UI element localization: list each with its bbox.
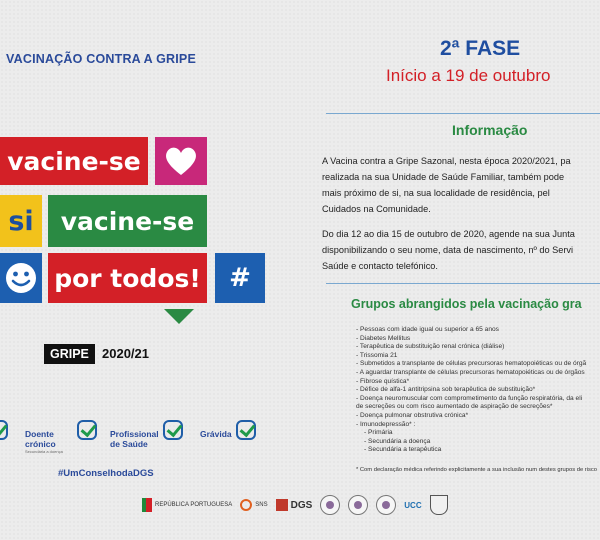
list-subitem: - Secundária a doença: [364, 437, 431, 445]
info-paragraph-1: [322, 153, 600, 217]
phase-title: 2ª FASE: [440, 37, 521, 60]
dgs-icon: [276, 499, 288, 511]
info-title: Informação: [452, 122, 528, 138]
sns-text: SNS: [255, 502, 268, 508]
paragraph-line: Saúde e contacto telefónico.: [322, 261, 438, 271]
paragraph-line: A Vacina contra a Gripe Sazonal, nesta época 2020/2021, pa: [322, 156, 571, 166]
start-date: Início a 19 de outubro: [386, 66, 551, 85]
ucc-text: UCC: [404, 500, 422, 510]
gripe-badge: GRIPE: [44, 344, 95, 364]
list-item: - Pessoas com idade igual ou superior a 65 anos: [356, 326, 499, 333]
campaign-title: VACINAÇÃO CONTRA A GRIPE: [6, 52, 196, 66]
por-todos-tile: por todos!: [48, 253, 207, 303]
hash-tile: #: [215, 253, 265, 303]
list-item: - Défice de alfa-1 antitripsina sob terapêutica de substituição*: [356, 386, 536, 394]
risk-item-pregnant: [200, 420, 256, 440]
paragraph-line: disponibilizando o seu nome, data de nascimento, nº do Servi: [322, 245, 574, 255]
list-subitem: - Primária: [364, 429, 393, 437]
paragraph-line: Cuidados na Comunidade.: [322, 204, 431, 214]
risk-item-chronic: [0, 420, 8, 440]
seal-icon: [376, 495, 396, 515]
list-item: - Trissomia 21: [356, 351, 398, 359]
seal-icon: [348, 495, 368, 515]
risk-item-chronic-label: [25, 420, 97, 454]
si-tile: si: [0, 195, 42, 247]
ucc-logo: [404, 501, 421, 510]
divider: [326, 113, 600, 114]
republica-text: REPÚBLICA PORTUGUESA: [155, 502, 233, 508]
risk-label: crónico: [25, 439, 56, 449]
check-icon: [236, 420, 256, 440]
heart-icon: [164, 146, 198, 176]
risk-note: Secundária a doença: [25, 449, 63, 454]
groups-list: [356, 326, 600, 455]
dgs-logo: [276, 499, 313, 511]
paragraph-line: mais próximo de si, na sua localidade de residência, pel: [322, 188, 550, 198]
paragraph-line: realizada na sua Unidade de Saúde Familiar, também pode: [322, 172, 565, 182]
dgs-text: DGS: [290, 499, 313, 511]
vacine-se-tile-1: vacine-se: [0, 137, 148, 185]
vacine-se-tile-2: vacine-se: [48, 195, 207, 247]
speech-bubble-tail: [164, 309, 194, 324]
divider: [326, 283, 600, 284]
sns-logo: [240, 499, 267, 511]
footer-logos: [142, 495, 448, 515]
list-item: - Imunodepressão* :: [356, 420, 416, 428]
list-item: - Diabetes Mellitus: [356, 334, 411, 342]
hashtag: #UmConselhodaDGS: [58, 468, 154, 479]
list-item: - Doença neuromuscular com comprometimento da função respiratória, da eli: [356, 394, 583, 402]
info-paragraph-2: [322, 226, 600, 274]
paragraph-line: Do dia 12 ao dia 15 de outubro de 2020, agende na sua Junta: [322, 229, 575, 239]
risk-label: Profissional: [110, 429, 159, 439]
check-icon: [0, 420, 8, 440]
list-item: - Terapêutica de substituição renal crónica (diálise): [356, 343, 505, 351]
risk-label: de Saúde: [110, 439, 148, 449]
flag-icon: [142, 498, 152, 512]
season-year: 2020/21: [102, 346, 149, 361]
risk-item-health-worker: [110, 420, 183, 449]
seal-icon: [320, 495, 340, 515]
smile-tile: [0, 253, 42, 303]
footnote: * Com declaração médica referindo explicitamente a sua inclusão num destes grupos de risco: [356, 467, 598, 473]
list-item: de secreções ou com risco aumentado de aspiração de secreções*: [356, 403, 553, 411]
risk-label: Doente: [25, 429, 54, 439]
sns-icon: [240, 499, 252, 511]
list-item: - A aguardar transplante de células precursoras hematopoiéticas ou de órgãos: [356, 368, 585, 376]
municipal-crest-icon: [430, 495, 448, 515]
risk-label: Grávida: [200, 429, 232, 439]
list-item: - Doença pulmonar obstrutiva crónica*: [356, 411, 469, 419]
check-icon: [77, 420, 97, 440]
smiley-icon: [4, 261, 38, 295]
check-icon: [163, 420, 183, 440]
heart-tile: [155, 137, 207, 185]
list-item: - Submetidos a transplante de células precursoras hematopoiéticas ou de órgã: [356, 360, 587, 368]
list-subitem: - Secundária a terapêutica: [364, 446, 442, 454]
republica-logo: [142, 498, 232, 512]
groups-title: Grupos abrangidos pela vacinação gra: [351, 297, 582, 311]
list-item: - Fibrose quística*: [356, 377, 410, 385]
